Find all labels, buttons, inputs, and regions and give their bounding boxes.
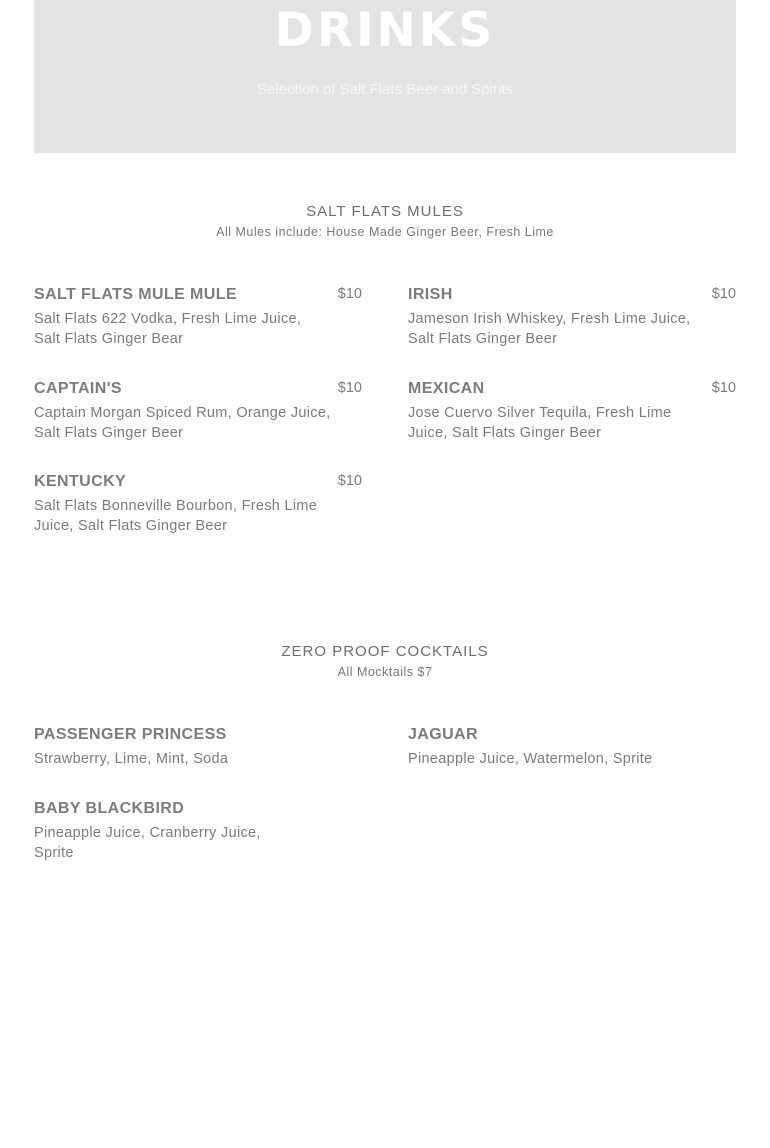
item-name: CAPTAIN'S	[34, 380, 122, 397]
item-name: PASSENGER PRINCESS	[34, 726, 227, 743]
item-description: Jose Cuervo Silver Tequila, Fresh Lime Juice, Salt Flats Ginger Beer	[408, 405, 672, 441]
item-name: JAGUAR	[408, 726, 478, 743]
item-description: Pineapple Juice, Watermelon, Sprite	[408, 751, 653, 767]
item-name: BABY BLACKBIRD	[34, 800, 185, 817]
item-name: KENTUCKY	[34, 473, 127, 490]
item-name: MEXICAN	[408, 380, 485, 397]
item-price: $10	[337, 473, 362, 489]
section-title: SALT FLATS MULES	[306, 203, 464, 220]
item-description: Strawberry, Lime, Mint, Soda	[34, 751, 229, 767]
item-price: $10	[711, 286, 736, 302]
section-note: All Mules include: House Made Ginger Beer, Fresh Lime	[216, 225, 554, 239]
item-description: Jameson Irish Whiskey, Fresh Lime Juice, Salt Flats Ginger Beer	[408, 311, 691, 347]
item-price: $10	[711, 380, 736, 396]
section-title: ZERO PROOF COCKTAILS	[281, 643, 489, 660]
item-description: Captain Morgan Spiced Rum, Orange Juice, Salt Flats Ginger Beer	[34, 405, 331, 441]
item-name: SALT FLATS MULE MULE	[34, 286, 237, 303]
page-title: DRINKS	[274, 3, 496, 58]
section-note: All Mocktails $7	[337, 665, 433, 679]
item-price: $10	[337, 380, 362, 396]
header-banner	[34, 0, 736, 153]
item-price: $10	[337, 286, 362, 302]
item-description: Pineapple Juice, Cranberry Juice, Sprite	[34, 825, 261, 861]
item-name: IRISH	[408, 286, 453, 303]
item-description: Salt Flats Bonneville Bourbon, Fresh Lime Juice, Salt Flats Ginger Beer	[34, 498, 318, 534]
page-subtitle: Selection of Salt Flats Beer and Spirits	[257, 81, 513, 98]
item-description: Salt Flats 622 Vodka, Fresh Lime Juice, Salt Flats Ginger Bear	[34, 311, 302, 347]
